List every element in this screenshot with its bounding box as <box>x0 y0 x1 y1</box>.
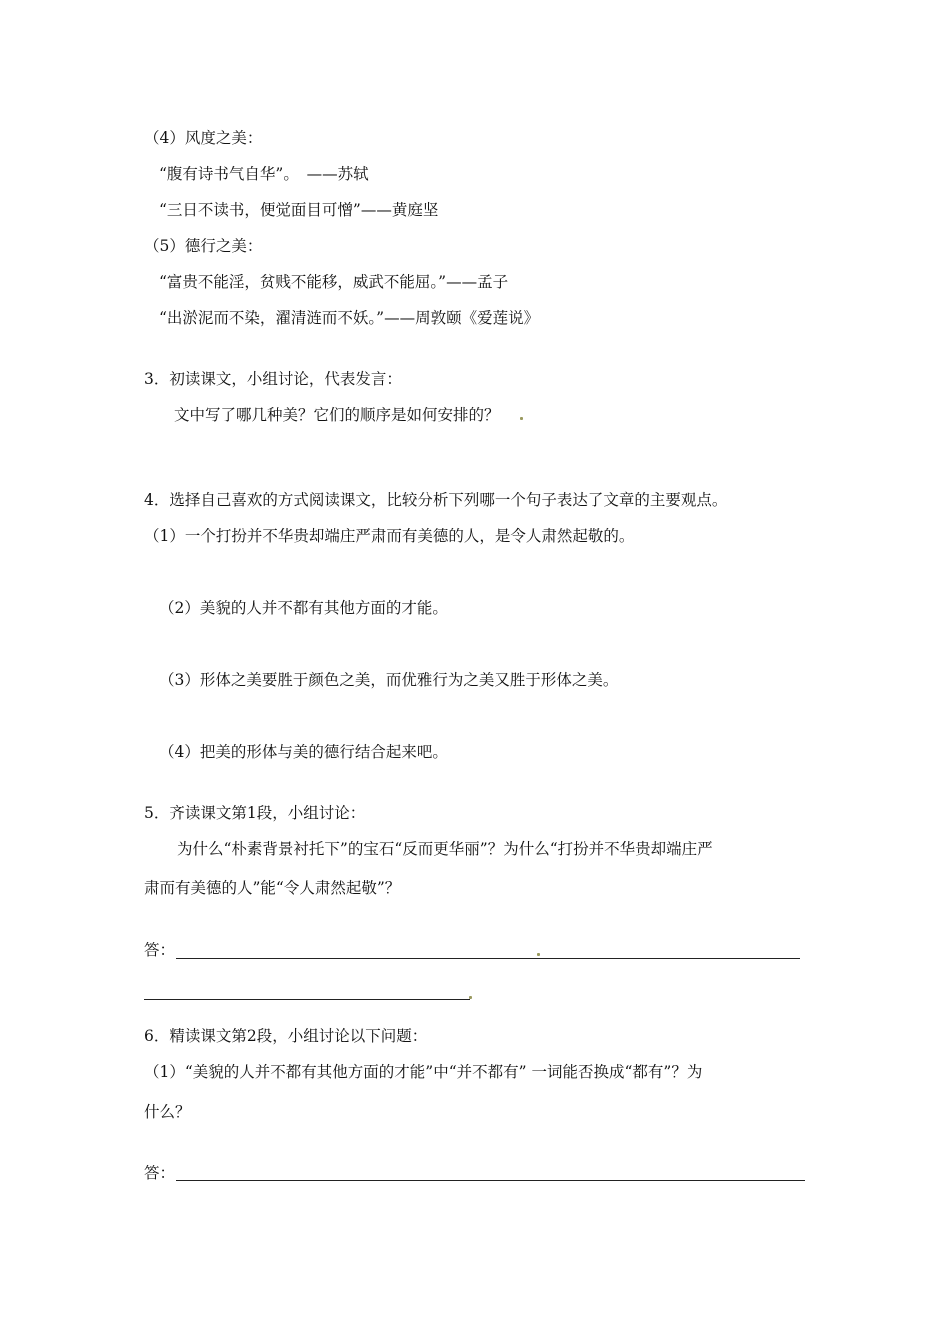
question-5-answer-line-2[interactable] <box>144 999 470 1000</box>
question-5-answer-line-1[interactable] <box>176 958 800 959</box>
quote-mencius: “富贵不能淫，贫贱不能移，威武不能屈。”——孟子 <box>159 273 509 291</box>
question-5-title: 5．齐读课文第1段，小组讨论： <box>144 804 366 822</box>
quote-zhou-dunyi: “出淤泥而不染，濯清涟而不妖。”——周敦颐《爱莲说》 <box>159 309 540 327</box>
question-4-option-1: （1）一个打扮并不华贵却端庄严肃而有美德的人，是令人肃然起敬的。 <box>144 527 635 545</box>
question-5-text-line-2: 肃而有美德的人”能“令人肃然起敬”？ <box>144 879 401 897</box>
stray-mark <box>469 996 472 999</box>
question-6-title: 6．精读课文第2段，小组讨论以下问题： <box>144 1027 428 1045</box>
question-6-answer-label: 答： <box>144 1164 176 1182</box>
question-4-title: 4．选择自己喜欢的方式阅读课文，比较分析下列哪一个句子表达了文章的主要观点。 <box>144 491 728 509</box>
question-4-option-2: （2）美貌的人并不都有其他方面的才能。 <box>159 599 448 617</box>
question-3-title: 3．初读课文，小组讨论，代表发言： <box>144 370 402 388</box>
stray-mark <box>520 417 523 420</box>
question-4-option-3: （3）形体之美要胜于颜色之美，而优雅行为之美又胜于形体之美。 <box>159 671 619 689</box>
question-3-text: 文中写了哪几种美？它们的顺序是如何安排的？ <box>174 406 500 424</box>
question-5-text-line-1: 为什么“朴素背景衬托下”的宝石“反而更华丽”？为什么“打扮并不华贵却端庄严 <box>177 840 713 858</box>
question-6-text-line-1: （1）“美貌的人并不都有其他方面的才能”中“并不都有” 一词能否换成“都有”？为 <box>144 1063 703 1081</box>
quote-su-shi: “腹有诗书气自华”。 ——苏轼 <box>159 165 369 183</box>
question-6-text-line-2: 什么？ <box>144 1103 191 1121</box>
stray-mark <box>537 953 540 956</box>
section-4-title: （4）风度之美： <box>144 129 263 147</box>
question-5-answer-label: 答： <box>144 941 176 959</box>
question-6-answer-line[interactable] <box>176 1180 805 1181</box>
quote-huang-tingjian: “三日不读书，便觉面目可憎”——黄庭坚 <box>159 201 439 219</box>
section-5-title: （5）德行之美： <box>144 237 263 255</box>
question-4-option-4: （4）把美的形体与美的德行结合起来吧。 <box>159 743 448 761</box>
